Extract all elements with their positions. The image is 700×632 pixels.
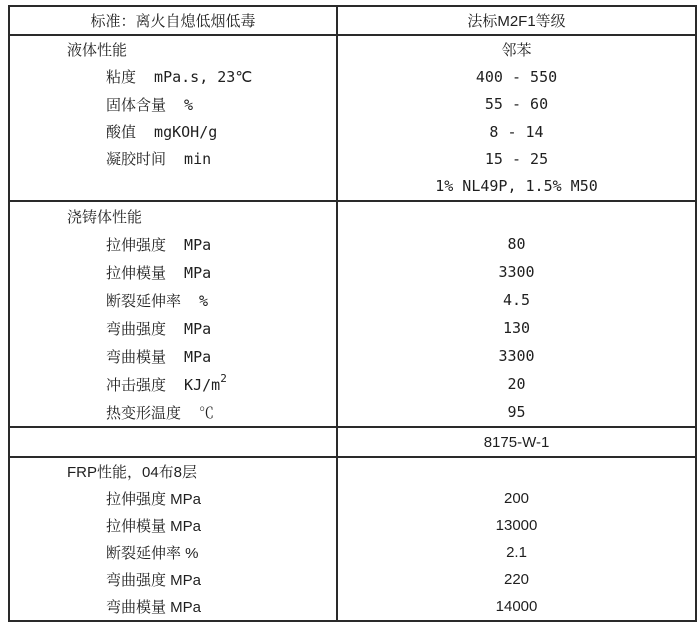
liquid-properties-section xyxy=(10,36,695,202)
row-label: 拉伸模量 MPa xyxy=(10,258,338,286)
row-frp-elongation xyxy=(10,539,695,566)
row-impact-strength xyxy=(10,370,695,398)
row-elongation xyxy=(10,286,695,314)
row-label: FRP性能，04布8层 xyxy=(10,458,338,485)
row-label: 弯曲强度 MPa xyxy=(10,314,338,342)
casting-properties-section xyxy=(10,202,695,428)
row-casting-properties xyxy=(10,202,695,230)
row-value: 4.5 xyxy=(502,291,531,309)
row-value: 14000 xyxy=(495,598,538,615)
row-value: 200 xyxy=(503,490,530,507)
row-frp-tensile-modulus xyxy=(10,512,695,539)
row-value: 130 xyxy=(502,319,531,337)
header-standard-cell: 标准：离火自熄低烟低毒 xyxy=(10,7,338,34)
row-frp-flexural-modulus xyxy=(10,593,695,620)
row-frp-properties xyxy=(10,458,695,485)
row-value: 400 - 550 xyxy=(475,67,558,86)
row-label xyxy=(10,428,338,456)
row-label: 弯曲模量 MPa xyxy=(10,593,338,620)
row-label: 拉伸强度 MPa xyxy=(10,485,338,512)
row-liquid-properties xyxy=(10,36,695,63)
row-flexural-strength xyxy=(10,314,695,342)
row-solid-content xyxy=(10,91,695,118)
row-viscosity xyxy=(10,63,695,90)
row-value: 邻苯 xyxy=(501,41,532,60)
row-grade-code xyxy=(10,428,695,456)
row-value: 20 xyxy=(507,375,526,393)
row-label: 液体性能 xyxy=(10,36,338,63)
row-value: 1% NL49P, 1.5% M50 xyxy=(435,177,598,196)
row-label: 弯曲模量 MPa xyxy=(10,342,338,370)
row-label: 断裂延伸率 % xyxy=(10,539,338,566)
row-value: 3300 xyxy=(498,263,535,281)
row-label: 粘度 mPa.s, 23℃ xyxy=(10,63,338,90)
row-value xyxy=(338,458,695,485)
row-label: 拉伸强度 MPa xyxy=(10,230,338,258)
row-value: 80 xyxy=(507,235,526,253)
superscript-two: 2 xyxy=(220,371,227,385)
row-flexural-modulus xyxy=(10,342,695,370)
row-tensile-modulus xyxy=(10,258,695,286)
row-label: 弯曲强度 MPa xyxy=(10,566,338,593)
header-row xyxy=(10,7,695,34)
row-tensile-strength xyxy=(10,230,695,258)
row-label: 凝胶时间 min xyxy=(10,145,338,172)
row-value: 8 - 14 xyxy=(489,122,544,141)
row-value xyxy=(338,202,695,230)
header-grade-cell: 法标M2F1等级 xyxy=(467,13,566,30)
row-label: 酸值 mgKOH/g xyxy=(10,118,338,145)
spec-table xyxy=(8,5,697,622)
row-heat-deflection-temp xyxy=(10,398,695,426)
row-label: 热变形温度 ℃ xyxy=(10,398,338,426)
row-value: 3300 xyxy=(498,347,535,365)
row-label: 断裂延伸率 % xyxy=(10,286,338,314)
table-header-section xyxy=(10,7,695,36)
row-label: 固体含量 % xyxy=(10,91,338,118)
impact-label-text: 冲击强度 KJ/m xyxy=(106,375,221,394)
row-value: 95 xyxy=(507,403,526,421)
row-value: 220 xyxy=(503,571,530,588)
row-value: 8175-W-1 xyxy=(483,433,550,451)
row-frp-tensile-strength xyxy=(10,485,695,512)
row-label xyxy=(10,370,338,398)
frp-properties-section xyxy=(10,458,695,620)
row-value: 13000 xyxy=(495,517,538,534)
row-gel-time xyxy=(10,145,695,172)
row-label: 浇铸体性能 xyxy=(10,202,338,230)
row-value: 15 - 25 xyxy=(484,149,549,168)
row-acid-value xyxy=(10,118,695,145)
row-value: 2.1 xyxy=(506,544,527,561)
grade-code-section xyxy=(10,428,695,458)
row-value: 55 - 60 xyxy=(484,95,549,114)
row-additives xyxy=(10,173,695,200)
row-label xyxy=(10,173,338,200)
row-label: 拉伸模量 MPa xyxy=(10,512,338,539)
row-frp-flexural-strength xyxy=(10,566,695,593)
